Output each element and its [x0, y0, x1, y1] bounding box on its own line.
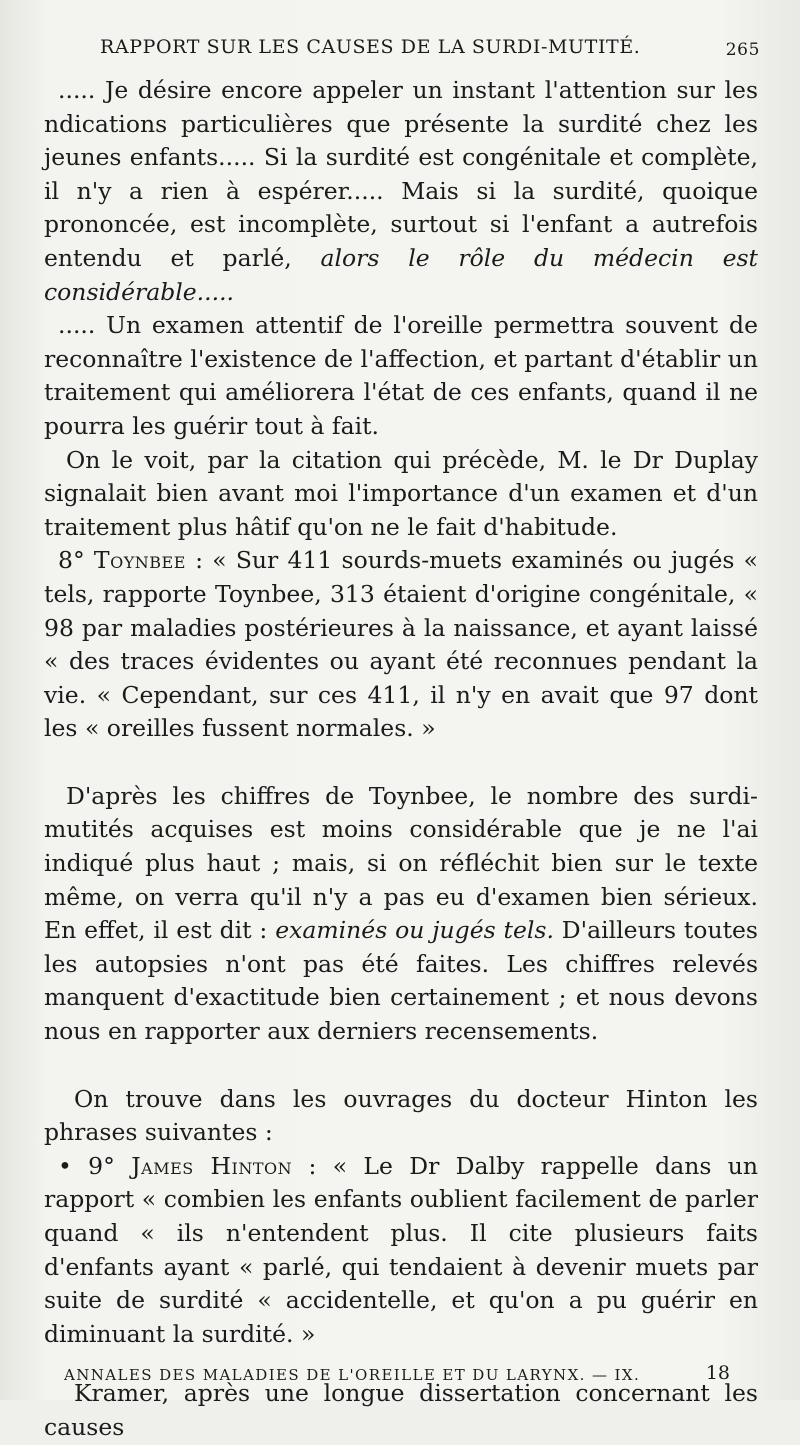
paragraph-quote-duplay-2 — [44, 309, 758, 443]
paragraph-commentary-toynbee — [44, 780, 758, 1049]
italic-phrase: alors le rôle du médecin est considérable..... — [44, 243, 758, 306]
paragraph-text: D'après les chiffres de Toynbee, le nombre des surdi-mutités acquises est moins considérable que je ne l'ai indiqué plus haut ; mais, si on réfléchit bien sur le texte même, on verra qu'il n'y a pas eu d'examen bien sérieux. En effet, il est dit : — [44, 781, 758, 945]
sheet-number: 18 — [705, 1362, 730, 1384]
paragraph-text: ..... Un examen attentif de l'oreille permettra souvent de reconnaître l'existence de l'affection, et partant d'établir un traitement qui améliorera l'état de ces enfants, quand il ne pourra les guérir tout à fait. — [44, 311, 758, 440]
running-title: RAPPORT SUR LES CAUSES DE LA SURDI-MUTITÉ. — [100, 36, 641, 58]
italic-phrase: examinés ou jugés tels. — [275, 916, 554, 945]
page-body — [44, 74, 758, 1445]
paragraph-kramer — [44, 1377, 758, 1444]
author-name: James Hinton — [131, 1151, 293, 1180]
item-number: • 9° — [58, 1151, 132, 1180]
paragraph-toynbee — [44, 544, 758, 746]
item-number: 8° — [58, 546, 94, 575]
page-number: 265 — [725, 40, 760, 60]
paragraph-quote-duplay-1 — [44, 74, 758, 309]
spacer — [44, 1049, 758, 1083]
paragraph-text: : « Le Dr Dalby rappelle dans un rapport « combien les enfants oublient facilement de parler quand « ils n'entendent plus. Il cite plusieurs faits d'enfants ayant « parlé, qui tendaient à devenir muets par suite de surdité « accidentelle, et qu'on a pu guérir en diminuant la surdité. » — [44, 1151, 758, 1348]
paragraph-commentary-duplay — [44, 444, 758, 545]
paragraph-text: : « Sur 411 sourds-muets examinés ou jugés « tels, rapporte Toynbee, 313 étaient d'origine congénitale, « 98 par maladies postérieures à la naissance, et ayant laissé « des traces évidentes ou ayant été reconnues pendant la vie. « Cependant, sur ces 411, il n'y en avait que 97 dont les « oreilles fussent normales. » — [44, 546, 759, 743]
paragraph-hinton — [44, 1150, 758, 1352]
paragraph-hinton-intro — [44, 1083, 758, 1150]
paragraph-text: On trouve dans les ouvrages du docteur Hinton les phrases suivantes : — [44, 1084, 758, 1147]
paragraph-text: On le voit, par la citation qui précède, M. le Dr Duplay signalait bien avant moi l'importance d'un examen et d'un traitement plus hâtif qu'on ne le fait d'habitude. — [44, 445, 758, 541]
spacer — [44, 746, 758, 780]
paragraph-text: Kramer, après une longue dissertation concernant les causes — [44, 1379, 758, 1441]
paragraph-text: ..... Je désire encore appeler un instant l'attention sur les ndications particulières que présente la surdité chez les jeunes enfants..... Si la surdité est congénitale et complète, il n'y a rien à espérer..... Mais si la surdité, quoique prononcée, est incomplète, surtout si l'enfant a autrefois entendu et parlé, — [44, 76, 758, 272]
paragraph-text: D'ailleurs toutes les autopsies n'ont pas été faites. Les chiffres relevés manquent d'exactitude bien certainement ; et nous devons nous en rapporter aux derniers recensements. — [44, 916, 758, 1046]
author-name: Toynbee — [93, 546, 186, 575]
journal-title: ANNALES DES MALADIES DE L'OREILLE ET DU LARYNX. — IX. — [64, 1366, 641, 1384]
